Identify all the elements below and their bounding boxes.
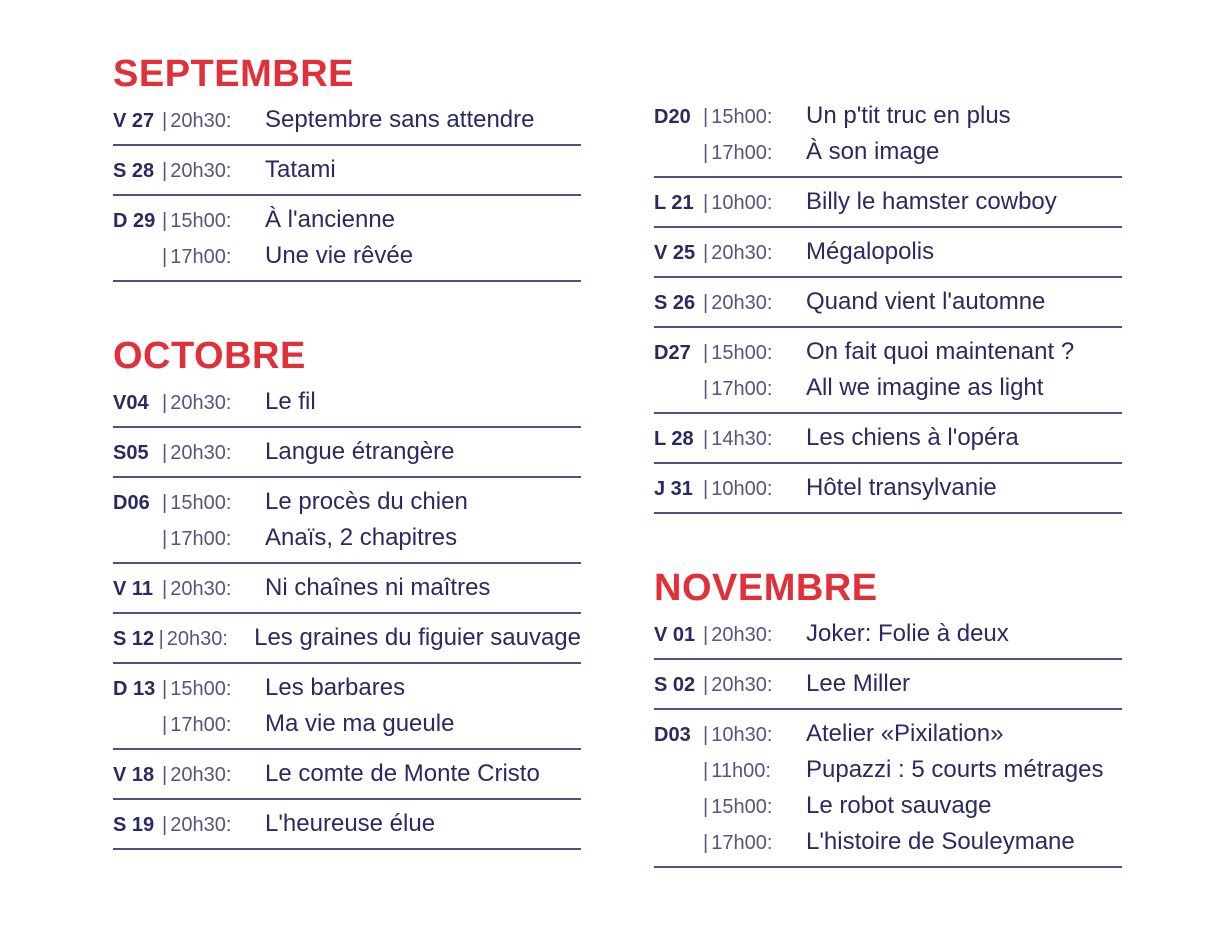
time-value: 20h30: (711, 242, 773, 264)
screening-row (654, 716, 1122, 752)
film-title: Billy le hamster cowboy (806, 188, 1057, 215)
day-code: V 25 (654, 242, 696, 264)
separator-bar: | (703, 342, 709, 364)
day-code: L 28 (654, 428, 694, 450)
screening-time (161, 671, 265, 707)
day-code: S 02 (654, 674, 696, 696)
day-block (113, 664, 581, 750)
day-block (654, 278, 1122, 328)
day-block (654, 414, 1122, 464)
screening-row (113, 806, 581, 842)
separator-bar: | (162, 246, 168, 268)
time-value: 20h30: (170, 442, 232, 464)
day-block (113, 378, 581, 428)
screening-row (113, 152, 581, 188)
screening-time (702, 617, 806, 653)
day-block (113, 800, 581, 850)
day-block (654, 660, 1122, 710)
screening-time (161, 153, 265, 189)
time-value: 15h00: (170, 492, 232, 514)
month-heading: NOVEMBRE (654, 567, 878, 609)
screening-row (654, 334, 1122, 370)
screening-time (161, 485, 265, 521)
screening-time (161, 385, 265, 421)
month-heading: SEPTEMBRE (113, 53, 354, 95)
time-value: 17h00: (170, 246, 232, 268)
month-heading: OCTOBRE (113, 335, 306, 377)
film-title: Les chiens à l'opéra (806, 424, 1019, 451)
time-value: 11h00: (711, 760, 771, 782)
time-value: 20h30: (711, 624, 773, 646)
film-title: Une vie rêvée (265, 242, 414, 269)
film-title: Langue étrangère (265, 438, 455, 465)
screening-row (113, 384, 581, 420)
screening-time (702, 717, 806, 753)
day-code: V 11 (113, 578, 154, 600)
day-code: L 21 (654, 192, 694, 214)
separator-bar: | (703, 292, 709, 314)
screening-row (654, 666, 1122, 702)
day-block (113, 750, 581, 800)
separator-bar: | (703, 192, 709, 214)
screening-time (702, 235, 806, 271)
day-code: V04 (113, 392, 149, 414)
screening-time (702, 825, 806, 861)
screening-row (113, 238, 581, 274)
time-value: 20h30: (166, 628, 228, 650)
time-value: 17h00: (711, 832, 773, 854)
day-block (654, 178, 1122, 228)
separator-bar: | (703, 624, 709, 646)
film-title: Ni chaînes ni maîtres (265, 574, 491, 601)
separator-bar: | (162, 578, 168, 600)
separator-bar: | (162, 160, 168, 182)
day-block (113, 428, 581, 478)
film-title: On fait quoi maintenant ? (806, 338, 1075, 365)
separator-bar: | (162, 678, 168, 700)
separator-bar: | (162, 764, 168, 786)
screening-time (702, 753, 806, 789)
film-title: Joker: Folie à deux (806, 620, 1009, 647)
day-code: V 27 (113, 110, 155, 132)
day-block (113, 96, 581, 146)
separator-bar: | (158, 628, 164, 650)
day-code: D20 (654, 106, 691, 128)
separator-bar: | (162, 814, 168, 836)
separator-bar: | (703, 796, 709, 818)
film-title: Les barbares (265, 674, 406, 701)
day-code: V 01 (654, 624, 696, 646)
separator-bar: | (703, 478, 709, 500)
film-title: Le robot sauvage (806, 792, 992, 819)
day-block (654, 710, 1122, 868)
film-title: L'heureuse élue (265, 810, 436, 837)
day-block (654, 228, 1122, 278)
time-value: 20h30: (170, 764, 232, 786)
separator-bar: | (162, 528, 168, 550)
film-title: Anaïs, 2 chapitres (265, 524, 458, 551)
screening-row (654, 470, 1122, 506)
day-block (113, 478, 581, 564)
day-code: V 18 (113, 764, 155, 786)
screening-row (113, 202, 581, 238)
screening-time (161, 571, 265, 607)
time-value: 17h00: (170, 528, 232, 550)
screening-row (113, 484, 581, 520)
separator-bar: | (162, 210, 168, 232)
screening-row (654, 370, 1122, 406)
time-value: 20h30: (711, 674, 773, 696)
separator-bar: | (162, 442, 168, 464)
day-block (654, 328, 1122, 414)
screening-time (161, 757, 265, 793)
right-column (654, 92, 1122, 868)
film-title: Les graines du figuier sauvage (254, 624, 581, 651)
screening-time (702, 135, 806, 171)
screening-row (654, 420, 1122, 456)
day-block (113, 564, 581, 614)
separator-bar: | (162, 392, 168, 414)
separator-bar: | (703, 760, 709, 782)
film-title: L'histoire de Souleymane (806, 828, 1075, 855)
time-value: 17h00: (711, 142, 773, 164)
film-title: Un p'tit truc en plus (806, 102, 1011, 129)
screening-row (113, 670, 581, 706)
day-code: S 28 (113, 160, 155, 182)
screening-time (161, 435, 265, 471)
time-value: 17h00: (711, 378, 773, 400)
film-title: All we imagine as light (806, 374, 1044, 401)
time-value: 20h30: (170, 814, 232, 836)
screening-time (702, 421, 806, 457)
screening-row (113, 620, 581, 656)
separator-bar: | (162, 110, 168, 132)
screening-time (161, 521, 265, 557)
film-title: Tatami (265, 156, 336, 183)
screening-row (654, 184, 1122, 220)
left-column (113, 52, 581, 850)
screening-time (702, 371, 806, 407)
day-block (113, 146, 581, 196)
day-code: S05 (113, 442, 149, 464)
film-title: Pupazzi : 5 courts métrages (806, 756, 1104, 783)
day-block (654, 92, 1122, 178)
time-value: 20h30: (711, 292, 773, 314)
screening-time (702, 335, 806, 371)
time-value: 20h30: (170, 578, 232, 600)
film-title: Le fil (265, 388, 316, 415)
time-value: 15h00: (711, 106, 773, 128)
film-title: Quand vient l'automne (806, 288, 1046, 315)
month-spacer (654, 514, 1122, 566)
screening-row (654, 788, 1122, 824)
screening-time (702, 667, 806, 703)
screening-time (161, 103, 265, 139)
day-block (113, 196, 581, 282)
film-title: À l'ancienne (265, 206, 396, 233)
day-code: D03 (654, 724, 691, 746)
day-code: D 13 (113, 678, 156, 700)
time-value: 15h00: (170, 678, 232, 700)
screening-row (113, 706, 581, 742)
day-code: S 26 (654, 292, 696, 314)
separator-bar: | (703, 428, 709, 450)
screening-time (702, 185, 806, 221)
screening-row (654, 752, 1122, 788)
film-title: À son image (806, 138, 940, 165)
separator-bar: | (703, 142, 709, 164)
time-value: 20h30: (170, 392, 232, 414)
day-code: S 12 (113, 628, 155, 650)
screening-time (158, 621, 255, 657)
separator-bar: | (703, 378, 709, 400)
screening-time (161, 707, 265, 743)
separator-bar: | (162, 492, 168, 514)
time-value: 15h00: (170, 210, 232, 232)
screening-row (654, 234, 1122, 270)
screening-row (654, 824, 1122, 860)
screening-row (113, 520, 581, 556)
screening-time (702, 471, 806, 507)
screening-time (161, 203, 265, 239)
separator-bar: | (703, 242, 709, 264)
separator-bar: | (162, 714, 168, 736)
film-title: Hôtel transylvanie (806, 474, 997, 501)
film-title: Septembre sans attendre (265, 106, 535, 133)
day-code: J 31 (654, 478, 693, 500)
time-value: 10h30: (711, 724, 773, 746)
time-value: 10h00: (711, 478, 773, 500)
screening-time (161, 807, 265, 843)
film-title: Lee Miller (806, 670, 911, 697)
screening-row (113, 756, 581, 792)
screening-row (654, 134, 1122, 170)
screening-row (654, 98, 1122, 134)
film-title: Le comte de Monte Cristo (265, 760, 540, 787)
day-code: D06 (113, 492, 150, 514)
separator-bar: | (703, 724, 709, 746)
screening-row (654, 284, 1122, 320)
time-value: 14h30: (711, 428, 773, 450)
screening-row (113, 434, 581, 470)
day-block (113, 614, 581, 664)
time-value: 15h00: (711, 796, 773, 818)
film-title: Le procès du chien (265, 488, 468, 515)
separator-bar: | (703, 106, 709, 128)
screening-time (702, 285, 806, 321)
film-title: Mégalopolis (806, 238, 935, 265)
time-value: 15h00: (711, 342, 773, 364)
screening-row (113, 570, 581, 606)
month-spacer (113, 282, 581, 334)
separator-bar: | (703, 674, 709, 696)
separator-bar: | (703, 832, 709, 854)
day-code: S 19 (113, 814, 155, 836)
screening-time (161, 239, 265, 275)
screening-row (113, 102, 581, 138)
day-block (654, 464, 1122, 514)
day-code: D27 (654, 342, 691, 364)
time-value: 17h00: (170, 714, 232, 736)
time-value: 10h00: (711, 192, 773, 214)
film-title: Ma vie ma gueule (265, 710, 455, 737)
day-block (654, 610, 1122, 660)
screening-time (702, 789, 806, 825)
film-title: Atelier «Pixilation» (806, 720, 1004, 747)
screening-row (654, 616, 1122, 652)
screening-time (702, 99, 806, 135)
time-value: 20h30: (170, 160, 232, 182)
time-value: 20h30: (170, 110, 232, 132)
day-code: D 29 (113, 210, 156, 232)
